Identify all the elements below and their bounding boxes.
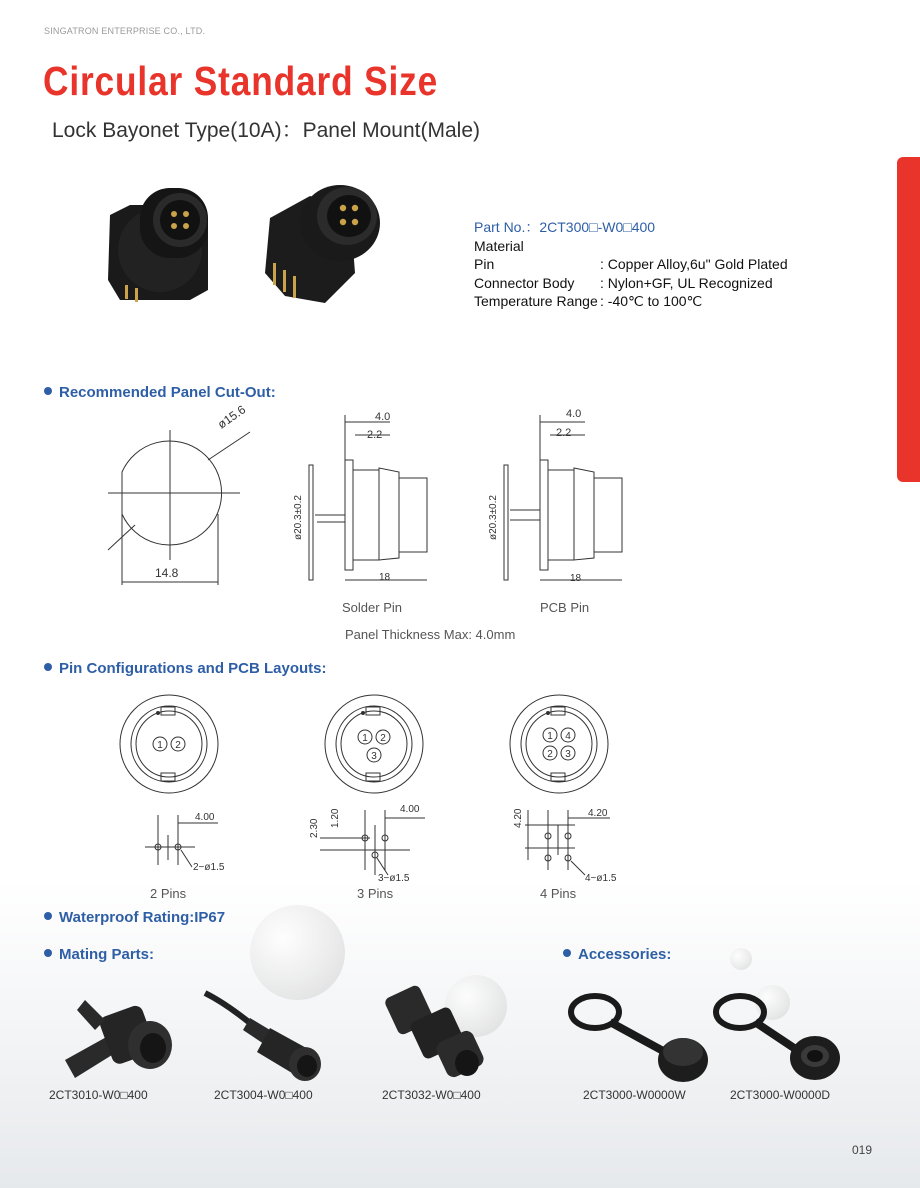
pins-label-2: 2 Pins [150, 886, 187, 901]
spec-row [474, 255, 788, 274]
mating-part-label: 2CT3010-W0□400 [49, 1088, 148, 1102]
pin-face-2 [118, 693, 220, 795]
decorative-bubble [730, 948, 752, 970]
pcb-dim: 2.30 [309, 818, 320, 838]
pin-number: 1 [362, 733, 368, 744]
pin-number: 2 [175, 740, 181, 751]
pin-number: 3 [371, 751, 377, 762]
pcb-dim: 4.20 [513, 808, 524, 828]
spec-value: : Copper Alloy,6u" Gold Plated [600, 256, 788, 272]
accessory-cap-photo-2 [710, 990, 850, 1085]
spec-row [474, 274, 788, 293]
pin-face-4 [508, 693, 610, 795]
mating-part-photo-straight [205, 988, 335, 1083]
pins-label-4: 4 Pins [540, 886, 577, 901]
section-mating [44, 946, 154, 963]
page-subtitle: Lock Bayonet Type(10A)：Panel Mount(Male) [52, 119, 480, 142]
bullet-icon [44, 387, 52, 395]
section-waterproof [44, 909, 225, 926]
spec-value: : -40℃ to 100℃ [600, 293, 703, 309]
pins-label-3: 3 Pins [357, 886, 394, 901]
page-number: 019 [852, 1143, 873, 1157]
pin-number: 1 [157, 740, 163, 751]
mating-part-photo-angled [55, 990, 175, 1085]
panel-cutout-drawing [100, 410, 280, 590]
section-pin-config [44, 660, 327, 677]
accessory-label: 2CT3000-W0000W [583, 1088, 686, 1102]
spec-value: : Nylon+GF, UL Recognized [600, 274, 773, 291]
decorative-bubble [250, 905, 345, 1000]
pcb-dim: 4.00 [400, 804, 420, 815]
pcb-hole-spec: 2−ø1.5 [193, 862, 225, 873]
section-accessories [563, 946, 671, 963]
connector-photo-angled [255, 178, 390, 313]
dim-diameter-20: ø20.3±0.2 [293, 495, 304, 540]
cutout-diameter: ø15.6 [215, 402, 249, 432]
mating-part-label: 2CT3032-W0□400 [382, 1088, 481, 1102]
spec-row [474, 292, 788, 311]
section-pin-config-label: Pin Configurations and PCB Layouts: [59, 660, 327, 677]
accessory-cap-photo-1 [565, 990, 715, 1085]
mating-part-label: 2CT3004-W0□400 [214, 1088, 313, 1102]
mating-part-photo-inline [385, 985, 495, 1085]
dim-diameter-20: ø20.3±0.2 [488, 495, 499, 540]
cutout-width: 14.8 [155, 566, 179, 580]
solder-pin-label: Solder Pin [342, 600, 402, 615]
spec-key: Connector Body [474, 274, 575, 291]
panel-thickness-note: Panel Thickness Max: 4.0mm [345, 627, 516, 642]
part-number: Part No.：2CT300□-W0□400 [474, 219, 656, 235]
section-waterproof-label: Waterproof Rating:IP67 [59, 909, 226, 926]
section-cutout [44, 384, 276, 401]
pin-number: 2 [380, 733, 386, 744]
connector-photo-front [100, 180, 220, 310]
spec-key: Pin [474, 256, 495, 272]
dim-4-0: 4.0 [375, 411, 391, 423]
section-mating-label: Mating Parts: [59, 946, 155, 963]
pin-number: 4 [565, 731, 571, 742]
dim-18: 18 [379, 572, 391, 583]
dim-4-0: 4.0 [566, 408, 582, 420]
accessory-label: 2CT3000-W0000D [730, 1088, 831, 1102]
pcb-dim: 4.00 [195, 812, 215, 823]
bullet-icon [44, 663, 52, 671]
dim-2-2: 2.2 [367, 429, 383, 441]
pin-number: 1 [547, 731, 553, 742]
material-heading: Material [474, 237, 524, 254]
pcb-dim: 1.20 [330, 808, 341, 828]
pcb-pin-label: PCB Pin [540, 600, 590, 615]
page-title: Circular Standard Size [43, 58, 439, 104]
pin-face-3 [323, 693, 425, 795]
side-tab-marker [897, 157, 920, 482]
bullet-icon [44, 912, 52, 920]
bullet-icon [44, 949, 52, 957]
dim-2-2: 2.2 [556, 427, 572, 439]
pcb-hole-spec: 3−ø1.5 [378, 873, 410, 884]
spec-key: Temperature Range [474, 293, 598, 309]
section-cutout-label: Recommended Panel Cut-Out: [59, 384, 276, 401]
company-name: SINGATRON ENTERPRISE CO., LTD. [44, 26, 206, 36]
pcb-hole-spec: 4−ø1.5 [585, 873, 617, 884]
pcb-dim: 4.20 [588, 808, 608, 819]
section-accessories-label: Accessories: [578, 946, 672, 963]
pcb-layout-2 [140, 805, 240, 880]
bullet-icon [563, 949, 571, 957]
spec-block [474, 218, 788, 311]
dim-18: 18 [570, 573, 582, 584]
pin-number: 2 [547, 749, 553, 760]
pin-number: 3 [565, 749, 571, 760]
